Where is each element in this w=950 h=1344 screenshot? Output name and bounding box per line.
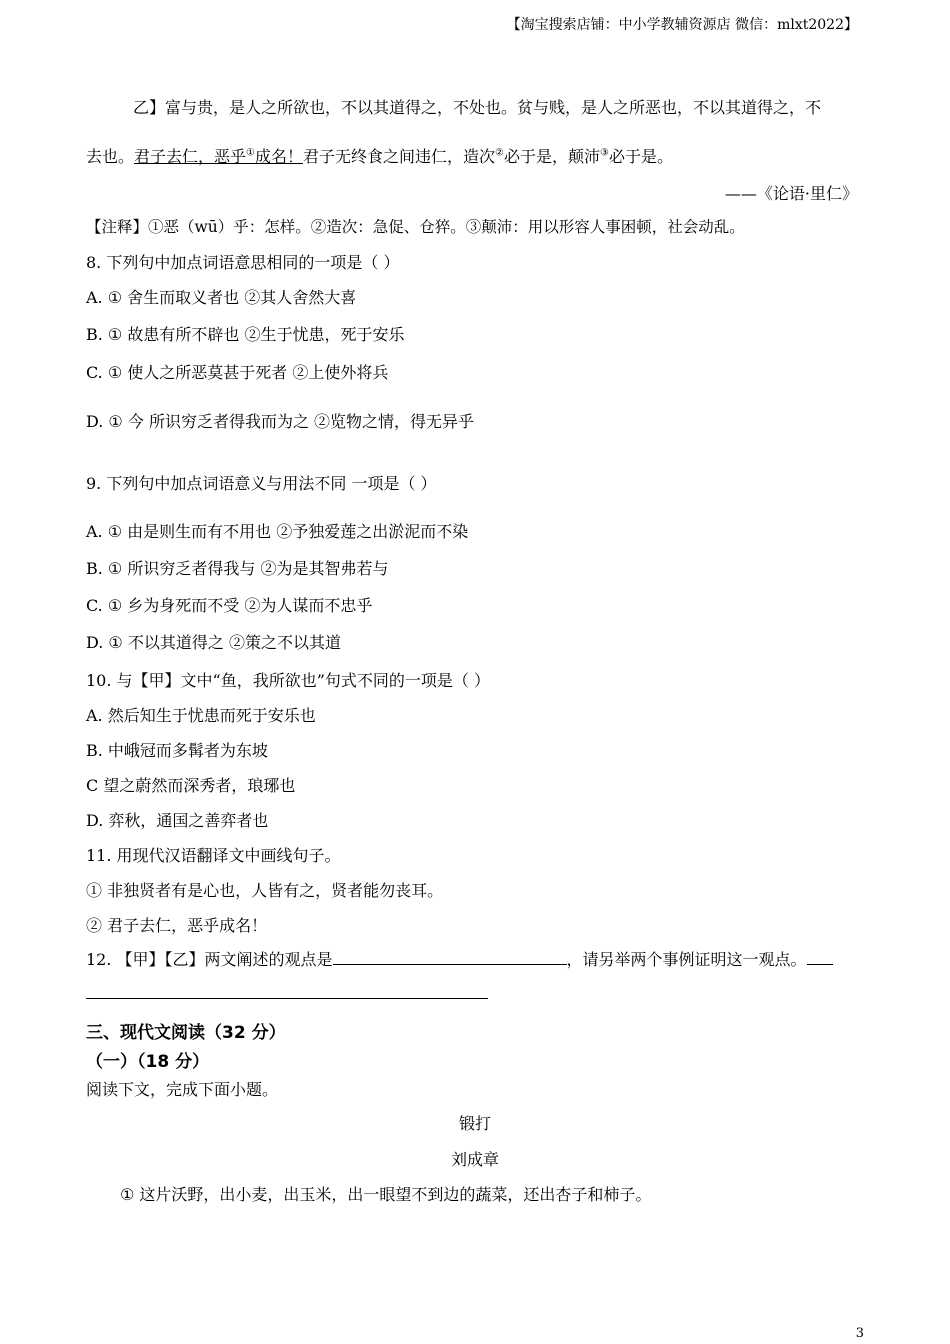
q10-option-b: B. 中峨冠而多髯者为东坡 xyxy=(86,741,268,760)
q12-line1 xyxy=(86,947,833,970)
line2-pre: 去也。 xyxy=(86,147,135,166)
passage-yi-line1: 乙】富与贵，是人之所欲也，不以其道得之，不处也。贫与贱，是人之所恶也，不以其道得之，不 xyxy=(133,98,822,117)
q12-example-blank-start[interactable] xyxy=(807,950,833,965)
q9-option-b: B. ① 所识穷乏者得我与 ②为是其智弗若与 xyxy=(86,559,389,578)
page-number: 3 xyxy=(855,1326,864,1341)
underlined-part-2: 成名！ xyxy=(255,147,304,166)
q9-option-a: A. ① 由是则生而有不用也 ②予独爱莲之出淤泥而不染 xyxy=(86,522,469,541)
article-paragraph-1: ① 这片沃野，出小麦，出玉米，出一眼望不到边的蔬菜，还出杏子和柿子。 xyxy=(120,1185,652,1204)
line2-mid: 君子无终食之间违仁，造次 xyxy=(303,147,496,166)
q11-sentence-2: ② 君子去仁，恶乎成名！ xyxy=(86,916,268,935)
q12-stem-mid: ，请另举两个事例证明这一观点。 xyxy=(566,950,807,969)
section3-subtitle: （一）（18 分） xyxy=(86,1052,210,1072)
passage-note: 【注释】①恶（wū）乎：怎样。②造次：急促、仓猝。③颠沛：用以形容人事困顿，社会动乱。 xyxy=(86,218,745,236)
q10-option-c: C 望之蔚然而深秀者，琅琊也 xyxy=(86,776,296,795)
line2-end: 必于是。 xyxy=(608,147,673,166)
q9-stem: 9. 下列句中加点词语意义与用法不同 一项是（ ） xyxy=(86,474,437,493)
underlined-sentence xyxy=(134,147,303,166)
q10-stem: 10. 与【甲】文中“鱼，我所欲也”句式不同的一项是（ ） xyxy=(86,671,490,690)
article-title: 锻打 xyxy=(458,1114,491,1133)
q10-option-a: A. 然后知生于忧患而死于安乐也 xyxy=(86,706,316,725)
q8-option-d: D. ① 今 所识穷乏者得我而为之 ②览物之情，得无异乎 xyxy=(86,412,475,431)
footnote-ref-1: ① xyxy=(246,147,255,159)
q9-option-d: D. ① 不以其道得之 ②策之不以其道 xyxy=(86,633,341,652)
q8-option-c: C. ① 使人之所恶莫甚于死者 ②上使外将兵 xyxy=(86,363,389,382)
section3-title: 三、现代文阅读（32 分） xyxy=(86,1023,286,1043)
line2-mid2: 必于是，颠沛 xyxy=(504,147,601,166)
footnote-ref-2: ② xyxy=(495,147,504,159)
q8-stem: 8. 下列句中加点词语意思相同的一项是（ ） xyxy=(86,253,400,272)
q9-option-c: C. ① 乡为身死而不受 ②为人谋而不忠乎 xyxy=(86,596,373,615)
top-banner: 【淘宝搜索店铺：中小学教辅资源店 微信：mlxt2022】 xyxy=(506,17,858,33)
footnote-ref-3: ③ xyxy=(600,147,609,159)
q8-option-b: B. ① 故患有所不辟也 ②生于忧患，死于安乐 xyxy=(86,325,405,344)
q12-answer-blank[interactable] xyxy=(333,950,567,965)
passage-source: ——《论语·里仁》 xyxy=(724,184,858,203)
q8-option-a: A. ① 舍生而取义者也 ②其人舍然大喜 xyxy=(86,288,357,307)
q11-stem: 11. 用现代汉语翻译文中画线句子。 xyxy=(86,846,341,865)
underlined-part-1: 君子去仁，恶乎 xyxy=(134,147,247,166)
q10-option-d: D. 弈秋，通国之善弈者也 xyxy=(86,811,269,830)
article-author: 刘成章 xyxy=(450,1150,499,1169)
passage-yi-line2 xyxy=(86,144,673,167)
q12-example-blank-line[interactable] xyxy=(86,998,488,999)
q11-sentence-1: ① 非独贤者有是心也，人皆有之，贤者能勿丧耳。 xyxy=(86,881,444,900)
q12-stem-pre: 12. 【甲】【乙】两文阐述的观点是 xyxy=(86,950,333,969)
section3-instruction: 阅读下文，完成下面小题。 xyxy=(86,1080,279,1099)
